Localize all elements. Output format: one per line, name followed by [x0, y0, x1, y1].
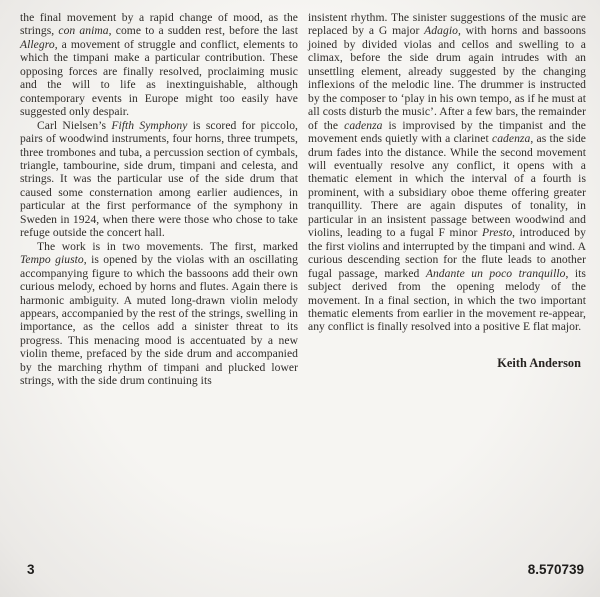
text-run: , is opened by the violas with an oscillating accompanying figure to which the bassoons add their own curious melody, echoed by horns and flutes. Again there is harmonic ambiguity. A muted long-drawn violin melody appears, accompanied by the rest of the strings, swelling in importance, as the cellos add a sinister threat to its progress. This menacing mood is accentuated by a new violin theme, prefaced by the side drum and accompanied by the marching rhythm of timpani and plucked lower strings, with the side drum continuing its	[20, 253, 298, 388]
text-run: insistent rhythm. The sinister suggestions of the music are replaced by a G major	[308, 11, 586, 38]
text-run: , introduced by the first violins and interrupted by the timpani and wind. A curious descending section for the flute leads to another fugal passage, marked	[308, 226, 586, 280]
right-text-column	[308, 11, 586, 370]
italic-text-run: con anima	[58, 24, 109, 38]
italic-text-run: cadenza	[492, 132, 531, 146]
author-byline: Keith Anderson	[497, 355, 581, 370]
text-run: , a movement of struggle and conflict, elements to which the timpani make a particular contribution. These opposing forces are finally resolved, proclaiming music and the will to life as inextinguishable, although contemporary events in Europe might too easily have suggested only despair.	[20, 37, 298, 119]
paragraph	[308, 11, 586, 334]
text-run: the final movement by a rapid change of mood, as the strings,	[20, 11, 298, 38]
text-run: is scored for piccolo, pairs of woodwind instruments, four horns, three trumpets, three trombones and tuba, a percussion section of cymbals, triangle, tambourine, side drum, timpani and celesta, and strings. It was the particular use of the side drum that caused some consternation among earlier audiences, in particular at the first performance of the symphony in Sweden in 1924, when there were those who chose to take refuge outside the concert hall.	[20, 118, 299, 240]
text-run: is improvised by the timpanist and the movement ends quietly with a clarinet	[308, 118, 587, 146]
page-number: 3	[27, 562, 35, 577]
right-column-paragraphs	[308, 11, 586, 334]
paragraph	[20, 119, 298, 240]
text-run: , with horns and bassoons joined by divided violas and cellos and swelling to a climax, before the side drum again intrudes with an unsettling element, already suggested by the changing inflexions of the melodic line. The drummer is instructed by the composer to ‘play in his own tempo, as if he must at all costs disturb the music’. After a few bars, the remainder of the	[308, 24, 586, 132]
text-run: , come to a sudden rest, before the last	[108, 24, 298, 38]
italic-text-run: Fifth Symphony	[111, 118, 188, 132]
left-text-column	[20, 11, 298, 388]
italic-text-run: Adagio	[424, 24, 458, 38]
italic-text-run: Andante un poco tranquillo	[425, 266, 566, 280]
catalog-number: 8.570739	[527, 562, 584, 577]
italic-text-run: Tempo giusto	[20, 253, 84, 267]
italic-text-run: Presto	[482, 226, 513, 240]
text-run: , its subject derived from the opening melody of the movement. In a final section, in which the two important thematic elements from earlier in the movement re-appear, any conflict is finally resolved into a positive E flat major.	[308, 266, 586, 334]
paragraph	[20, 240, 298, 388]
text-run: , as the side drum fades into the distance. While the second movement will eventually resolve any conflict, it opens with a thematic element in which the interval of a fourth is prominent, with a subsidiary oboe theme offering greater tranquillity. There are again disputes of tonality, in particular in an insistent passage between woodwind and violins, leading to a fugal F minor	[308, 132, 586, 240]
paragraph	[20, 11, 298, 119]
italic-text-run: Allegro	[20, 37, 55, 51]
italic-text-run: cadenza	[344, 118, 383, 132]
text-run: The work is in two movements. The first, marked	[37, 239, 298, 253]
text-run: Carl Nielsen’s	[37, 118, 112, 132]
